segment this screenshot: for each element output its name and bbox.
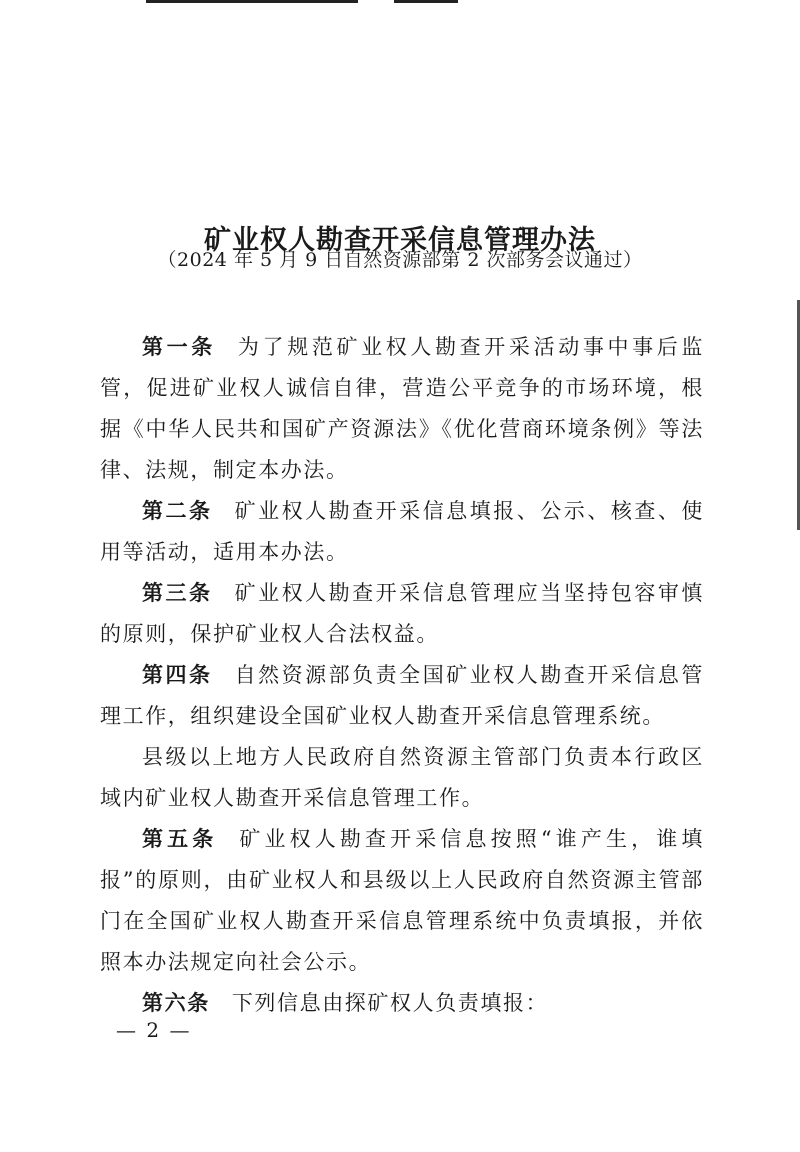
- paragraph-article-3: [100, 573, 704, 655]
- article-text: 矿业权人勘查开采信息按照“谁产生，谁填报”的原则，由矿业权人和县级以上人民政府自然资源主管部门在全国矿业权人勘查开采信息管理系统中负责填报，并依照本办法规定向社会公示。: [100, 827, 704, 974]
- paragraph-article-5: [100, 819, 704, 983]
- article-number: 第三条: [142, 581, 213, 605]
- article-text: 矿业权人勘查开采信息管理应当坚持包容审慎的原则，保护矿业权人合法权益。: [100, 581, 704, 646]
- page-number: — 2 —: [116, 1018, 192, 1042]
- document-body: [100, 327, 704, 1024]
- paragraph-article-2: [100, 491, 704, 573]
- article-number: 第五条: [142, 827, 218, 851]
- document-subtitle: （2024 年 5 月 9 日自然资源部第 2 次部务会议通过）: [157, 249, 643, 271]
- article-text: 为了规范矿业权人勘查开采活动事中事后监管，促进矿业权人诚信自律，营造公平竞争的市场环境，根据《中华人民共和国矿产资源法》《优化营商环境条例》等法律、法规，制定本办法。: [100, 335, 704, 482]
- article-text: 下列信息由探矿权人负责填报：: [231, 991, 549, 1015]
- paragraph-article-4: [100, 655, 704, 737]
- paragraph-article-4-cont: [100, 737, 704, 819]
- article-text: 自然资源部负责全国矿业权人勘查开采信息管理工作，组织建设全国矿业权人勘查开采信息管理系统。: [100, 663, 704, 728]
- article-number: 第二条: [142, 499, 213, 523]
- top-edge-mark-left: [146, 0, 358, 3]
- top-edge-mark-right: [394, 0, 458, 3]
- article-number: 第一条: [142, 335, 216, 359]
- article-number: 第六条: [142, 991, 210, 1015]
- article-text: 县级以上地方人民政府自然资源主管部门负责本行政区域内矿业权人勘查开采信息管理工作。: [100, 745, 704, 810]
- paragraph-article-1: [100, 327, 704, 491]
- article-number: 第四条: [142, 663, 213, 687]
- article-text: 矿业权人勘查开采信息填报、公示、核查、使用等活动，适用本办法。: [100, 499, 704, 564]
- document-title: 矿业权人勘查开采信息管理办法: [204, 225, 596, 257]
